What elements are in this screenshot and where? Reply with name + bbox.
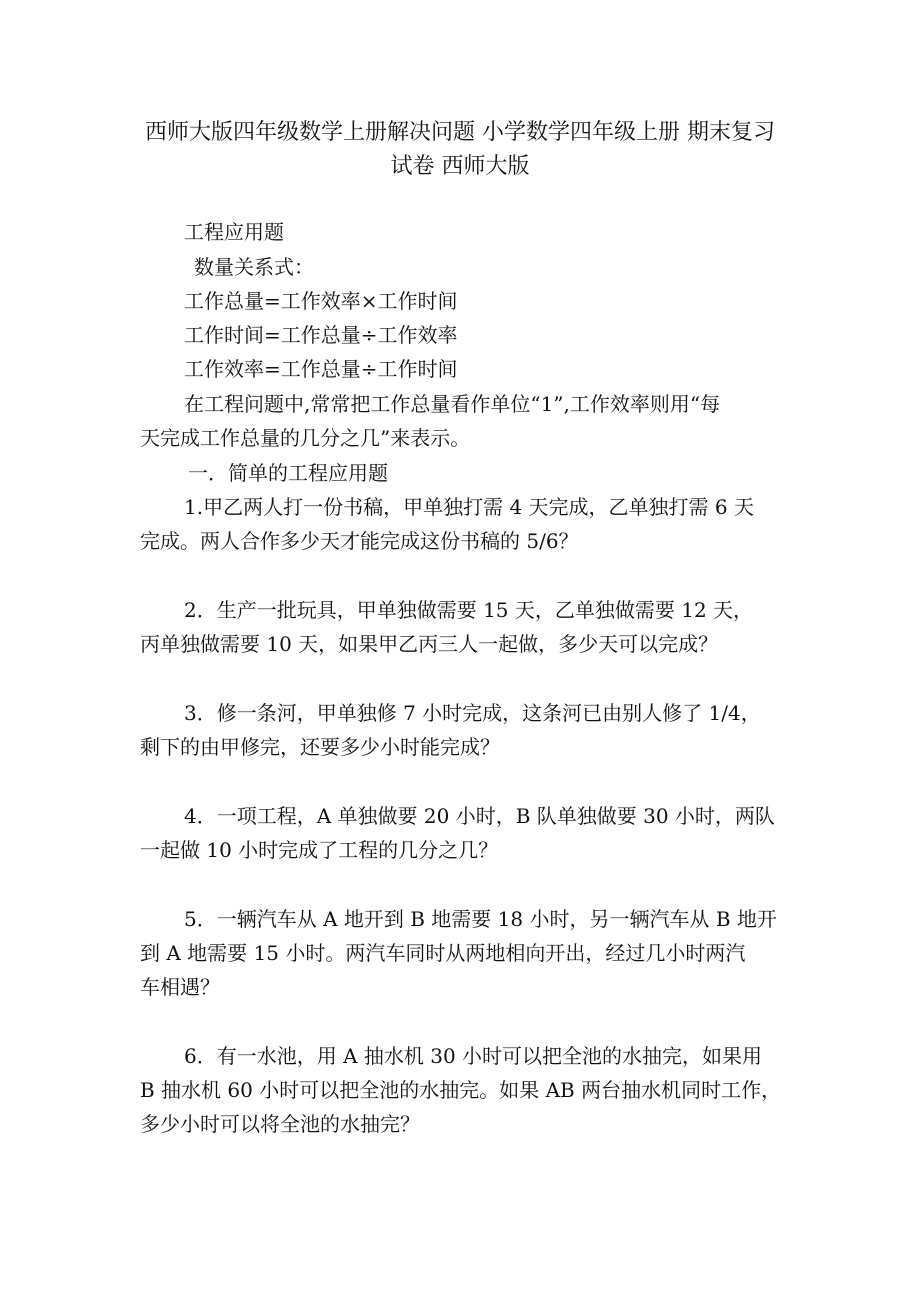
formula-efficiency: 工作效率=工作总量÷工作时间 <box>184 357 458 381</box>
problem-4-line-1: 4．一项工程，A 单独做要 20 小时，B 队单独做要 30 小时，两队 <box>184 804 775 828</box>
problem-2-line-1: 2．生产一批玩具，甲单独做需要 15 天，乙单独做需要 12 天， <box>184 598 754 622</box>
intro-line-2: 天完成工作总量的几分之几”来表示。 <box>140 426 471 450</box>
problem-6-line-1: 6．有一水池，用 A 抽水机 30 小时可以把全池的水抽完，如果用 <box>184 1044 763 1068</box>
title-line-2: 试卷 西师大版 <box>390 154 530 179</box>
problem-3-line-2: 剩下的由甲修完，还要多少小时能完成？ <box>140 735 500 759</box>
problem-6-line-2: B 抽水机 60 小时可以把全池的水抽完。如果 AB 两台抽水机同时工作， <box>140 1078 782 1102</box>
problem-1-line-1: 1.甲乙两人打一份书稿，甲单独打需 4 天完成，乙单独打需 6 天 <box>184 495 754 519</box>
intro-line-1: 在工程问题中,常常把工作总量看作单位“1”,工作效率则用“每 <box>184 392 721 416</box>
problem-5-line-3: 车相遇？ <box>140 975 220 999</box>
section-heading: 工程应用题 <box>184 220 284 244</box>
problem-3-line-1: 3．修一条河，甲单独修 7 小时完成，这条河已由别人修了 1/4， <box>184 701 761 725</box>
formula-total: 工作总量=工作效率×工作时间 <box>184 289 458 313</box>
problem-5-line-1: 5．一辆汽车从 A 地开到 B 地需要 18 小时，另一辆汽车从 B 地开 <box>184 907 777 931</box>
problem-1-line-2: 完成。两人合作多少天才能完成这份书稿的 5/6？ <box>140 529 579 553</box>
problem-5-line-2: 到 A 地需要 15 小时。两汽车同时从两地相向开出，经过几小时两汽 <box>140 941 746 965</box>
title-line-1: 西师大版四年级数学上册解决问题 小学数学四年级上册 期末复习 <box>145 120 775 145</box>
subsection-heading: 一．简单的工程应用题 <box>188 461 388 485</box>
relations-heading: 数量关系式： <box>194 255 314 279</box>
problem-4-line-2: 一起做 10 小时完成了工程的几分之几？ <box>140 838 499 862</box>
formula-time: 工作时间=工作总量÷工作效率 <box>184 323 458 347</box>
document-title <box>120 116 800 184</box>
problem-6-line-3: 多少小时可以将全池的水抽完？ <box>140 1112 420 1136</box>
problem-2-line-2: 丙单独做需要 10 天，如果甲乙丙三人一起做，多少天可以完成？ <box>140 632 719 656</box>
